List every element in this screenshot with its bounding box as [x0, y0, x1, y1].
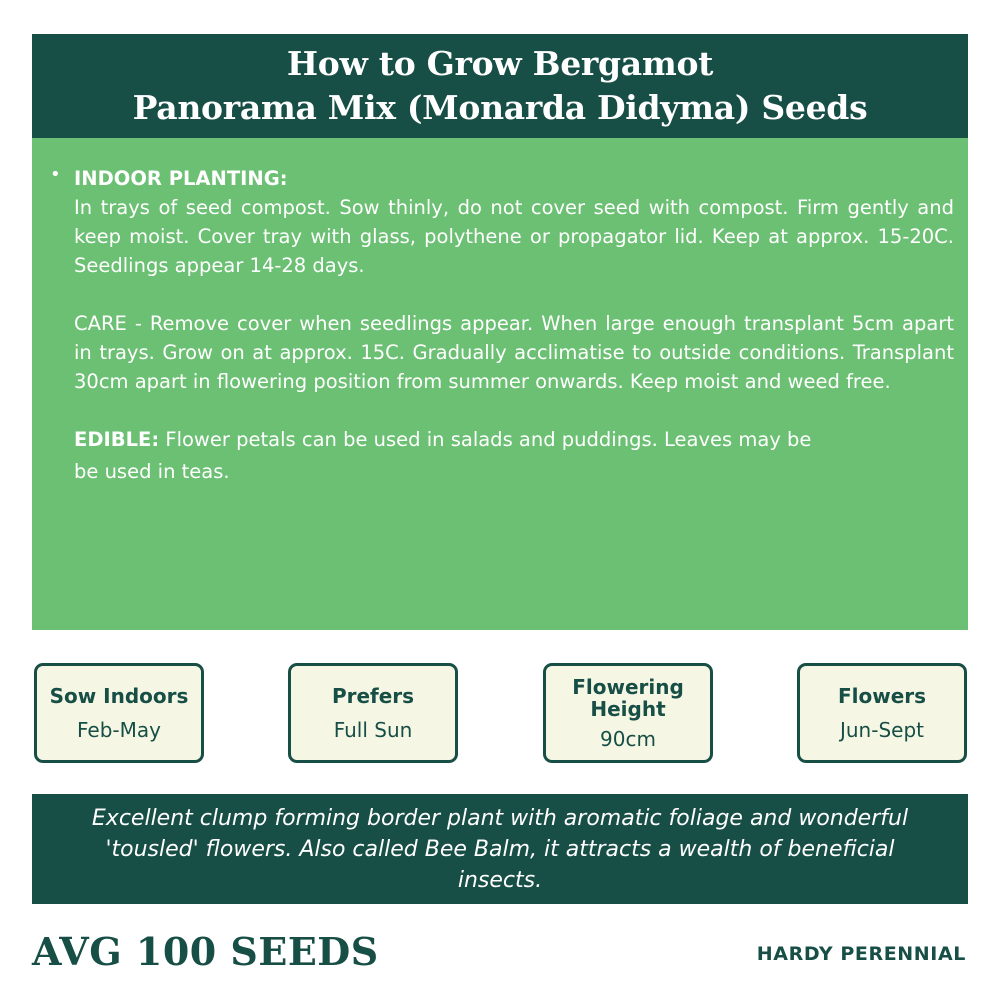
info-box-value: Feb-May [77, 718, 161, 742]
edible-text-line-1: Flower petals can be used in salads and puddings. Leaves may be [159, 428, 812, 451]
info-box-value: Full Sun [333, 718, 413, 742]
info-box-label: Flowering Height [572, 675, 684, 721]
info-box-label: Flowers [837, 684, 927, 708]
indoor-planting-text: In trays of seed compost. Sow thinly, do not cover seed with compost. Firm gently and keep moist. Cover tray with glass, polythene or propagator lid. Keep at approx. 15-20C. Seedlings appear 14-28 days. [74, 196, 954, 277]
seed-count: AVG 100 SEEDS [32, 929, 379, 974]
info-boxes-row [34, 663, 970, 767]
description-text: Excellent clump forming border plant with aromatic foliage and wonderful 'tousled' flowers. Also called Bee Balm, it attracts a wealth of beneficial insects. [91, 805, 909, 893]
info-box-value: Jun-Sept [839, 718, 924, 742]
title-banner [32, 34, 968, 138]
care-text: CARE - Remove cover when seedlings appear. When large enough transplant 5cm apart in trays. Grow on at approx. 15C. Gradually acclimatise to outside conditions. Transplant 30cm apart in flowering position from summer onwards. Keep moist and weed free. [74, 312, 954, 393]
edible-text-line-2: be used in teas. [74, 460, 230, 483]
instructions-content [74, 164, 954, 486]
indoor-planting-heading: INDOOR PLANTING: [74, 167, 288, 190]
edible-text [74, 425, 954, 454]
info-box-value: 90cm [600, 727, 656, 751]
plant-type-label: HARDY PERENNIAL [756, 943, 966, 965]
edible-heading: EDIBLE: [74, 428, 160, 451]
info-box-label: Prefers [331, 684, 415, 708]
instructions-panel [32, 138, 968, 630]
page-title-line-1: How to Grow Bergamot [286, 44, 714, 83]
page-title-line-2: Panorama Mix (Monarda Didyma) Seeds [132, 88, 868, 127]
info-box-flowering-height [543, 663, 713, 763]
info-box-label: Sow Indoors [49, 684, 189, 708]
info-box-flowers [797, 663, 967, 763]
bullet-icon: • [50, 164, 61, 185]
info-box-prefers [288, 663, 458, 763]
description-banner [32, 794, 968, 904]
info-box-sow-indoors [34, 663, 204, 763]
